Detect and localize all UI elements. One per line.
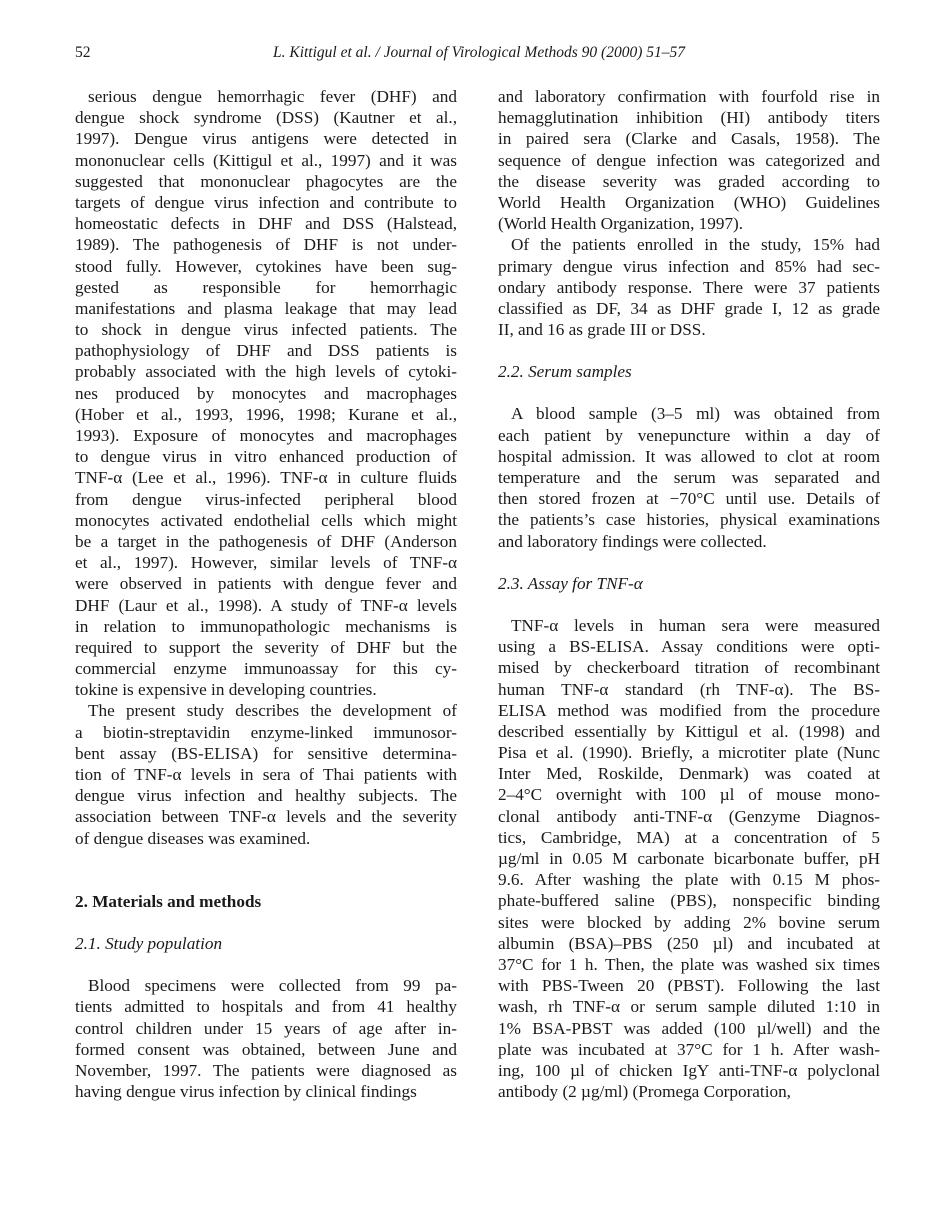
text-line: a biotin-streptavidin enzyme-linked immunosor- bbox=[75, 722, 457, 742]
text-line: gested as responsible for hemorrhagic bbox=[75, 277, 457, 297]
text-line: tokine is expensive in developing countries. bbox=[75, 680, 377, 700]
spacer bbox=[75, 849, 457, 891]
text-line: II, and 16 as grade III or DSS. bbox=[498, 320, 706, 340]
text-line: with PBS-Tween 20 (PBST). Following the last bbox=[498, 976, 880, 996]
text-line: temperature and the serum was separated and bbox=[498, 468, 880, 487]
paragraph-intro-1 bbox=[75, 86, 457, 700]
paragraph-enrollment bbox=[498, 234, 880, 340]
text-line: antibody (2 µg/ml) (Promega Corporation, bbox=[498, 1082, 791, 1102]
text-line: serious dengue hemorrhagic fever (DHF) and bbox=[88, 87, 457, 106]
spacer bbox=[498, 552, 880, 573]
paragraph-assay bbox=[498, 615, 880, 1102]
text-line: probably associated with the high levels of cytoki- bbox=[75, 362, 457, 382]
text-line: manifestations and plasma leakage that may lead bbox=[75, 298, 457, 318]
text-line: and laboratory findings were collected. bbox=[498, 531, 767, 551]
text-line: Blood specimens were collected from 99 pa- bbox=[88, 976, 457, 996]
text-line: 37°C for 1 h. Then, the plate was washed six times bbox=[498, 954, 880, 974]
text-line: wash, rh TNF-α or serum sample diluted 1:10 in bbox=[498, 997, 880, 1017]
subsection-heading-assay: 2.3. Assay for TNF-α bbox=[498, 573, 643, 593]
text-line: using a BS-ELISA. Assay conditions were opti- bbox=[498, 637, 880, 657]
running-head: L. Kittigul et al. / Journal of Virological Methods 90 (2000) 51–57 bbox=[272, 44, 686, 61]
text-line: (World Health Organization, 1997). bbox=[498, 214, 744, 234]
text-line: clonal antibody anti-TNF-α (Genzyme Diagnos- bbox=[498, 806, 880, 826]
paragraph-intro-2 bbox=[75, 700, 457, 848]
text-line: Of the patients enrolled in the study, 15% had bbox=[511, 235, 880, 255]
text-line: commercial enzyme immunoassay for this cy- bbox=[75, 659, 457, 679]
text-line: formed consent was obtained, between June and bbox=[75, 1039, 457, 1059]
text-line: bent assay (BS-ELISA) for sensitive determina- bbox=[75, 743, 457, 763]
spacer bbox=[75, 954, 457, 975]
text-line: sequence of dengue infection was categorized and bbox=[498, 150, 880, 170]
paragraph-diagnosis bbox=[498, 86, 880, 234]
text-line: 1989). The pathogenesis of DHF is not under- bbox=[75, 235, 457, 255]
text-line: 1993). Exposure of monocytes and macrophages bbox=[75, 426, 457, 445]
text-line: hospital admission. It was allowed to clot at room bbox=[498, 446, 880, 466]
text-line: A blood sample (3–5 ml) was obtained from bbox=[511, 404, 880, 424]
text-line: were observed in patients with dengue fever and bbox=[75, 574, 457, 594]
text-line: 2–4°C overnight with 100 µl of mouse mono- bbox=[498, 785, 880, 805]
text-line: in paired sera (Clarke and Casals, 1958). The bbox=[498, 129, 880, 149]
text-line: mononuclear cells (Kittigul et al., 1997) and it was bbox=[75, 150, 457, 170]
left-column bbox=[75, 86, 457, 1102]
page-header bbox=[75, 44, 883, 66]
text-line: targets of dengue virus infection and contribute to bbox=[75, 192, 457, 212]
text-line: human TNF-α standard (rh TNF-α). The BS- bbox=[498, 679, 880, 699]
text-line: association between TNF-α levels and the severity bbox=[75, 807, 457, 827]
spacer bbox=[498, 340, 880, 361]
text-line: µg/ml in 0.05 M carbonate bicarbonate buffer, pH bbox=[498, 849, 880, 868]
text-line: ELISA method was modified from the procedure bbox=[498, 700, 880, 720]
text-line: TNF-α (Lee et al., 1996). TNF-α in culture fluids bbox=[75, 468, 457, 488]
text-line: TNF-α levels in human sera were measured bbox=[511, 615, 880, 635]
text-line: control children under 15 years of age after in- bbox=[75, 1018, 457, 1038]
text-line: tients admitted to hospitals and from 41 healthy bbox=[75, 997, 457, 1017]
text-line: phate-buffered saline (PBS), nonspecific binding bbox=[498, 891, 880, 911]
text-line: albumin (BSA)–PBS (250 µl) and incubated at bbox=[498, 933, 880, 953]
section-heading: 2. Materials and methods bbox=[75, 891, 262, 911]
text-line: tion of TNF-α levels in sera of Thai patients with bbox=[75, 765, 457, 784]
subsection-heading-serum-samples: 2.2. Serum samples bbox=[498, 362, 632, 382]
paragraph-serum-samples bbox=[498, 403, 880, 551]
text-line: ondary antibody response. There were 37 patients bbox=[498, 277, 880, 297]
text-line: each patient by venepuncture within a day of bbox=[498, 425, 880, 445]
text-line: to dengue virus in vitro enhanced production of bbox=[75, 447, 457, 467]
text-line: November, 1997. The patients were diagnosed as bbox=[75, 1060, 457, 1080]
text-line: primary dengue virus infection and 85% had sec- bbox=[498, 256, 880, 276]
text-line: in relation to immunopathologic mechanisms is bbox=[75, 616, 457, 636]
text-line: hemagglutination inhibition (HI) antibody titers bbox=[498, 108, 880, 128]
subsection-heading-study-population: 2.1. Study population bbox=[75, 933, 223, 953]
text-line: DHF (Laur et al., 1998). A study of TNF-α levels bbox=[75, 595, 457, 615]
text-line: having dengue virus infection by clinical findings bbox=[75, 1082, 417, 1102]
text-line: sites were blocked by adding 2% bovine serum bbox=[498, 912, 880, 932]
text-line: to shock in dengue virus infected patients. The bbox=[75, 320, 457, 340]
text-line: Pisa et al. (1990). Briefly, a microtiter plate (Nunc bbox=[498, 743, 880, 763]
text-line: 1997). Dengue virus antigens were detected in bbox=[75, 129, 457, 149]
text-line: nes produced by monocytes and macrophages bbox=[75, 383, 457, 403]
text-line: 1% BSA-PBST was added (100 µl/well) and the bbox=[498, 1018, 880, 1038]
text-line: then stored frozen at −70°C until use. Details of bbox=[498, 489, 880, 509]
text-line: ing, 100 µl of chicken IgY anti-TNF-α polyclonal bbox=[498, 1060, 880, 1080]
text-line: The present study describes the development of bbox=[88, 701, 457, 721]
right-column bbox=[498, 86, 880, 1102]
text-line: homeostatic defects in DHF and DSS (Halstead, bbox=[75, 214, 457, 234]
text-line: plate was incubated at 37°C for 1 h. After wash- bbox=[498, 1039, 880, 1059]
text-line: described essentially by Kittigul et al. (1998) and bbox=[498, 721, 880, 741]
text-line: of dengue diseases was examined. bbox=[75, 828, 311, 848]
text-line: from dengue virus-infected peripheral blood bbox=[75, 489, 457, 509]
text-line: required to support the severity of DHF but the bbox=[75, 637, 457, 657]
spacer bbox=[498, 382, 880, 403]
text-line: the disease severity was graded according to bbox=[498, 171, 880, 191]
text-line: dengue shock syndrome (DSS) (Kautner et al., bbox=[75, 108, 457, 128]
text-line: 9.6. After washing the plate with 0.15 M phos- bbox=[498, 870, 880, 890]
paragraph-study-population bbox=[75, 975, 457, 1102]
spacer bbox=[75, 912, 457, 933]
text-line: (Hober et al., 1993, 1996, 1998; Kurane et al., bbox=[75, 404, 457, 424]
text-line: and laboratory confirmation with fourfold rise in bbox=[498, 87, 880, 106]
text-line: classified as DF, 34 as DHF grade I, 12 as grade bbox=[498, 298, 880, 318]
page-number: 52 bbox=[75, 44, 91, 61]
text-line: dengue virus infection and healthy subjects. The bbox=[75, 786, 457, 806]
spacer bbox=[498, 594, 880, 615]
text-line: pathophysiology of DHF and DSS patients is bbox=[75, 341, 457, 361]
text-line: be a target in the pathogenesis of DHF (Anderson bbox=[75, 531, 457, 551]
text-line: monocytes activated endothelial cells which might bbox=[75, 510, 457, 530]
text-line: et al., 1997). However, similar levels of TNF-α bbox=[75, 553, 457, 573]
text-line: tics, Cambridge, MA) at a concentration of 5 bbox=[498, 827, 880, 847]
text-line: suggested that mononuclear phagocytes are the bbox=[75, 171, 457, 191]
text-line: Inter Med, Roskilde, Denmark) was coated at bbox=[498, 764, 880, 784]
text-line: World Health Organization (WHO) Guidelines bbox=[498, 192, 880, 212]
text-line: the patients’s case histories, physical examinations bbox=[498, 510, 880, 530]
text-line: stood fully. However, cytokines have been sug- bbox=[75, 256, 457, 276]
text-line: mised by checkerboard titration of recombinant bbox=[498, 658, 880, 678]
